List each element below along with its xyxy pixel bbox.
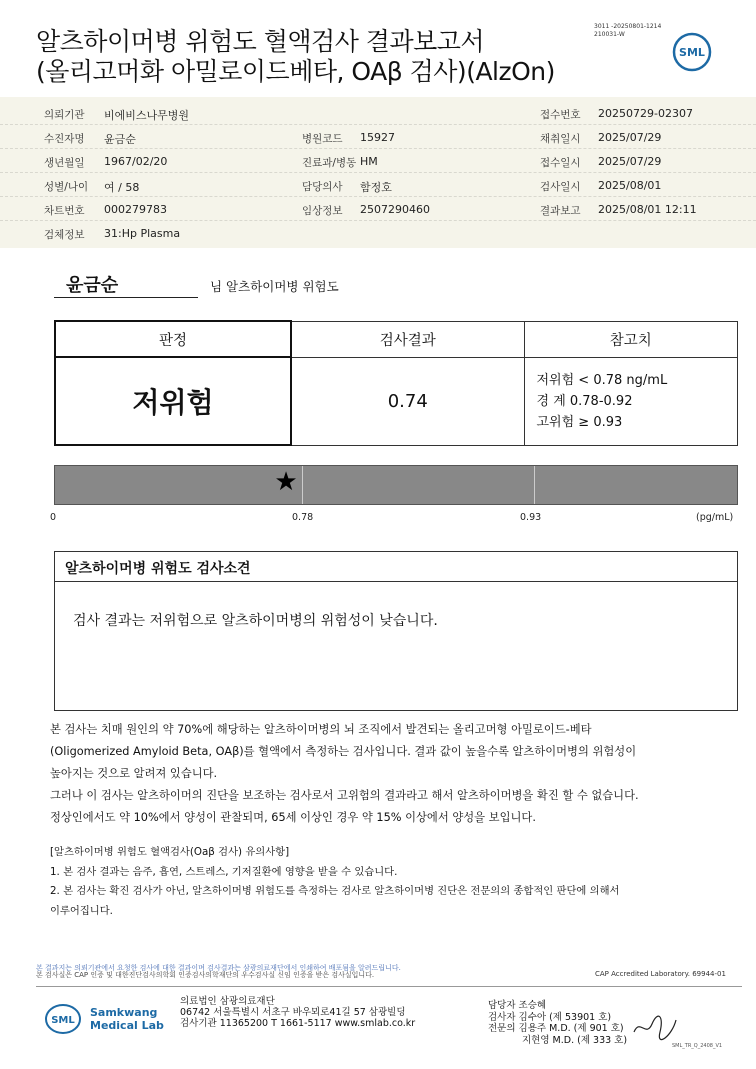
result-table-header [55, 321, 738, 357]
signatory-specialist-2: 지현영 M.D. (제 333 호) [522, 1034, 628, 1046]
signatory-specialist: 전문의 김용주 M.D. (제 901 호) [488, 1023, 624, 1034]
ref-high: 고위험 ≥ 0.93 [536, 414, 623, 430]
samkwang-logo-icon [44, 1003, 82, 1035]
document-id-line2: 210031-W [594, 31, 625, 38]
receipt-no-label: 접수번호 [540, 109, 581, 121]
ref-mid: 경 계 0.78-0.92 [536, 393, 633, 409]
signatories [488, 1000, 627, 1046]
risk-heading-suffix: 님 알츠하이머병 위험도 [210, 279, 339, 294]
sex-age-label: 성별/나이 [44, 181, 89, 193]
document-id-line1: 3011 -20250801-1214 [594, 23, 662, 30]
logo-line2: Medical Lab [90, 1019, 164, 1032]
findings-text: 검사 결과는 저위험으로 알츠하이머병의 위험성이 낮습니다. [73, 613, 438, 629]
result-table-row [55, 357, 738, 445]
collect-date-value: 2025/07/29 [598, 131, 662, 144]
lab-street: 06742 서울특별시 서초구 바우뫼로41길 57 삼광빌딩 [180, 1007, 406, 1018]
scale-unit: (pg/mL) [696, 512, 734, 523]
institution-label: 의뢰기관 [44, 109, 85, 121]
info-row [0, 149, 756, 173]
scale-divider-high [534, 466, 535, 504]
scale-divider-low [302, 466, 303, 504]
samkwang-logo-text [90, 1006, 164, 1032]
document-id [594, 23, 661, 39]
footer-notice: 본 결과지는 의뢰기관에서 요청한 검사에 대한 결과이며 검사결과는 삼광의료재단에서 인쇄하여 배포됨을 알려드립니다. [36, 964, 401, 972]
signatory-tester: 검사자 김수아 (제 53901 호) [488, 1011, 612, 1023]
chart-no-label: 차트번호 [44, 205, 85, 217]
report-title-line1: 알츠하이머병 위험도 혈액검사 결과보고서 [36, 27, 485, 56]
patient-info-panel [0, 97, 756, 248]
description-paragraph [50, 719, 730, 829]
reference-values [524, 357, 738, 445]
signatory-manager: 담당자 조승혜 [488, 1000, 547, 1011]
test-date-label: 검사일시 [540, 181, 581, 193]
patient-name-heading: 윤금순 [66, 275, 119, 296]
col-reference-header: 참고치 [524, 321, 738, 357]
description-line: 본 검사는 치매 원인의 약 70%에 해당하는 알츠하이머병의 뇌 조직에서 발견되는 올리고머형 아밀로이드-베타 [50, 723, 592, 736]
dob-label: 생년월일 [44, 157, 85, 169]
ref-low: 저위험 < 0.78 ng/mL [536, 372, 668, 388]
cap-accreditation: CAP Accredited Laboratory. 69944-01 [595, 970, 726, 978]
specimen-value: 31:Hp Plasma [104, 227, 181, 240]
report-date-label: 결과보고 [540, 205, 581, 217]
scale-tick-0: 0 [50, 512, 57, 523]
sml-logo-text: SML [679, 46, 705, 59]
form-id: SML_TR_Q_2408_V1 [672, 1043, 723, 1049]
precaution-item: 이루어집니다. [50, 904, 113, 917]
precautions [50, 843, 740, 921]
footer-divider [36, 986, 742, 987]
lab-name: 의료법인 삼광의료재단 [180, 996, 275, 1007]
findings-heading: 알츠하이머병 위험도 검사소견 [55, 552, 737, 582]
receipt-date-label: 접수일시 [540, 157, 581, 169]
specimen-label: 검체정보 [44, 229, 85, 241]
sex-age-value: 여 / 58 [104, 181, 140, 194]
result-table [54, 320, 738, 446]
collect-date-label: 채취일시 [540, 133, 581, 145]
dob-value: 1967/02/20 [104, 155, 168, 168]
hospital-code-label: 병원코드 [302, 133, 343, 145]
sml-logo [672, 32, 712, 72]
logo-line1: Samkwang [90, 1006, 158, 1019]
col-result-header: 검사결과 [291, 321, 524, 357]
dept-label: 진료과/병동 [302, 157, 357, 169]
description-line: 높아지는 것으로 알려져 있습니다. [50, 767, 218, 780]
clinical-label: 임상정보 [302, 205, 343, 217]
report-title-line2: (올리고머화 아밀로이드베타, OAβ 검사)(AlzOn) [36, 57, 555, 86]
doctor-value: 함정호 [360, 181, 392, 194]
receipt-no-value: 20250729-02307 [598, 107, 693, 120]
clinical-value: 2507290460 [360, 203, 430, 216]
info-row [0, 101, 756, 125]
hospital-code-value: 15927 [360, 131, 395, 144]
result-value: 0.74 [291, 357, 524, 445]
info-row [0, 173, 756, 197]
test-date-value: 2025/08/01 [598, 179, 662, 192]
signature-scribble [630, 1010, 680, 1044]
description-line: 정상인에서도 약 10%에서 양성이 관찰되며, 65세 이상인 경우 약 15% 이상에서 양성을 보입니다. [50, 811, 536, 824]
precaution-item: 2. 본 검사는 확진 검사가 아닌, 알츠하이머병 위험도를 측정하는 검사로 알츠하이머병 진단은 전문의의 종합적인 판단에 의해서 [50, 885, 620, 897]
scale-tick-0-93: 0.93 [520, 512, 542, 523]
institution-value: 비에비스나무병원 [104, 109, 190, 122]
result-marker-star: ★ [274, 467, 298, 497]
patient-value: 윤금순 [104, 133, 136, 146]
judgement-value: 저위험 [55, 357, 291, 445]
footer-accreditation: 본 검사실은 CAP 인증 및 대한진단검사의학회 인증검사의학재단의 우수검사실 신임 인증을 받은 검사실입니다. [36, 971, 375, 979]
info-row [0, 197, 756, 221]
findings-box [54, 551, 738, 711]
lab-address [180, 996, 415, 1029]
name-underline [54, 297, 198, 298]
receipt-date-value: 2025/07/29 [598, 155, 662, 168]
chart-no-value: 000279783 [104, 203, 167, 216]
dept-value: HM [360, 155, 378, 168]
patient-label: 수진자명 [44, 133, 85, 145]
col-judgement-header: 판정 [55, 321, 291, 357]
risk-scale-bar [54, 465, 738, 505]
description-line: 그러나 이 검사는 알츠하이머의 진단을 보조하는 검사로서 고위험의 결과라고 해서 알츠하이머병을 확진 할 수 없습니다. [50, 789, 639, 802]
doctor-label: 담당의사 [302, 181, 343, 193]
report-date-value: 2025/08/01 12:11 [598, 203, 697, 216]
samkwang-logo-abbrev: SML [51, 1015, 75, 1026]
lab-contact: 검사기관 11365200 T 1661-5117 www.smlab.co.kr [180, 1018, 416, 1029]
description-line: (Oligomerized Amyloid Beta, OAβ)를 혈액에서 측정하는 검사입니다. 결과 값이 높을수록 알츠하이머병의 위험성이 [50, 745, 637, 758]
info-row [0, 125, 756, 149]
precaution-item: 1. 본 검사 결과는 음주, 흡연, 스트레스, 기저질환에 영향을 받을 수 있습니다. [50, 865, 398, 878]
scale-tick-0-78: 0.78 [292, 512, 314, 523]
precautions-heading: [알츠하이머병 위험도 혈액검사(Oaβ 검사) 유의사항] [50, 846, 290, 858]
info-row [0, 221, 756, 245]
